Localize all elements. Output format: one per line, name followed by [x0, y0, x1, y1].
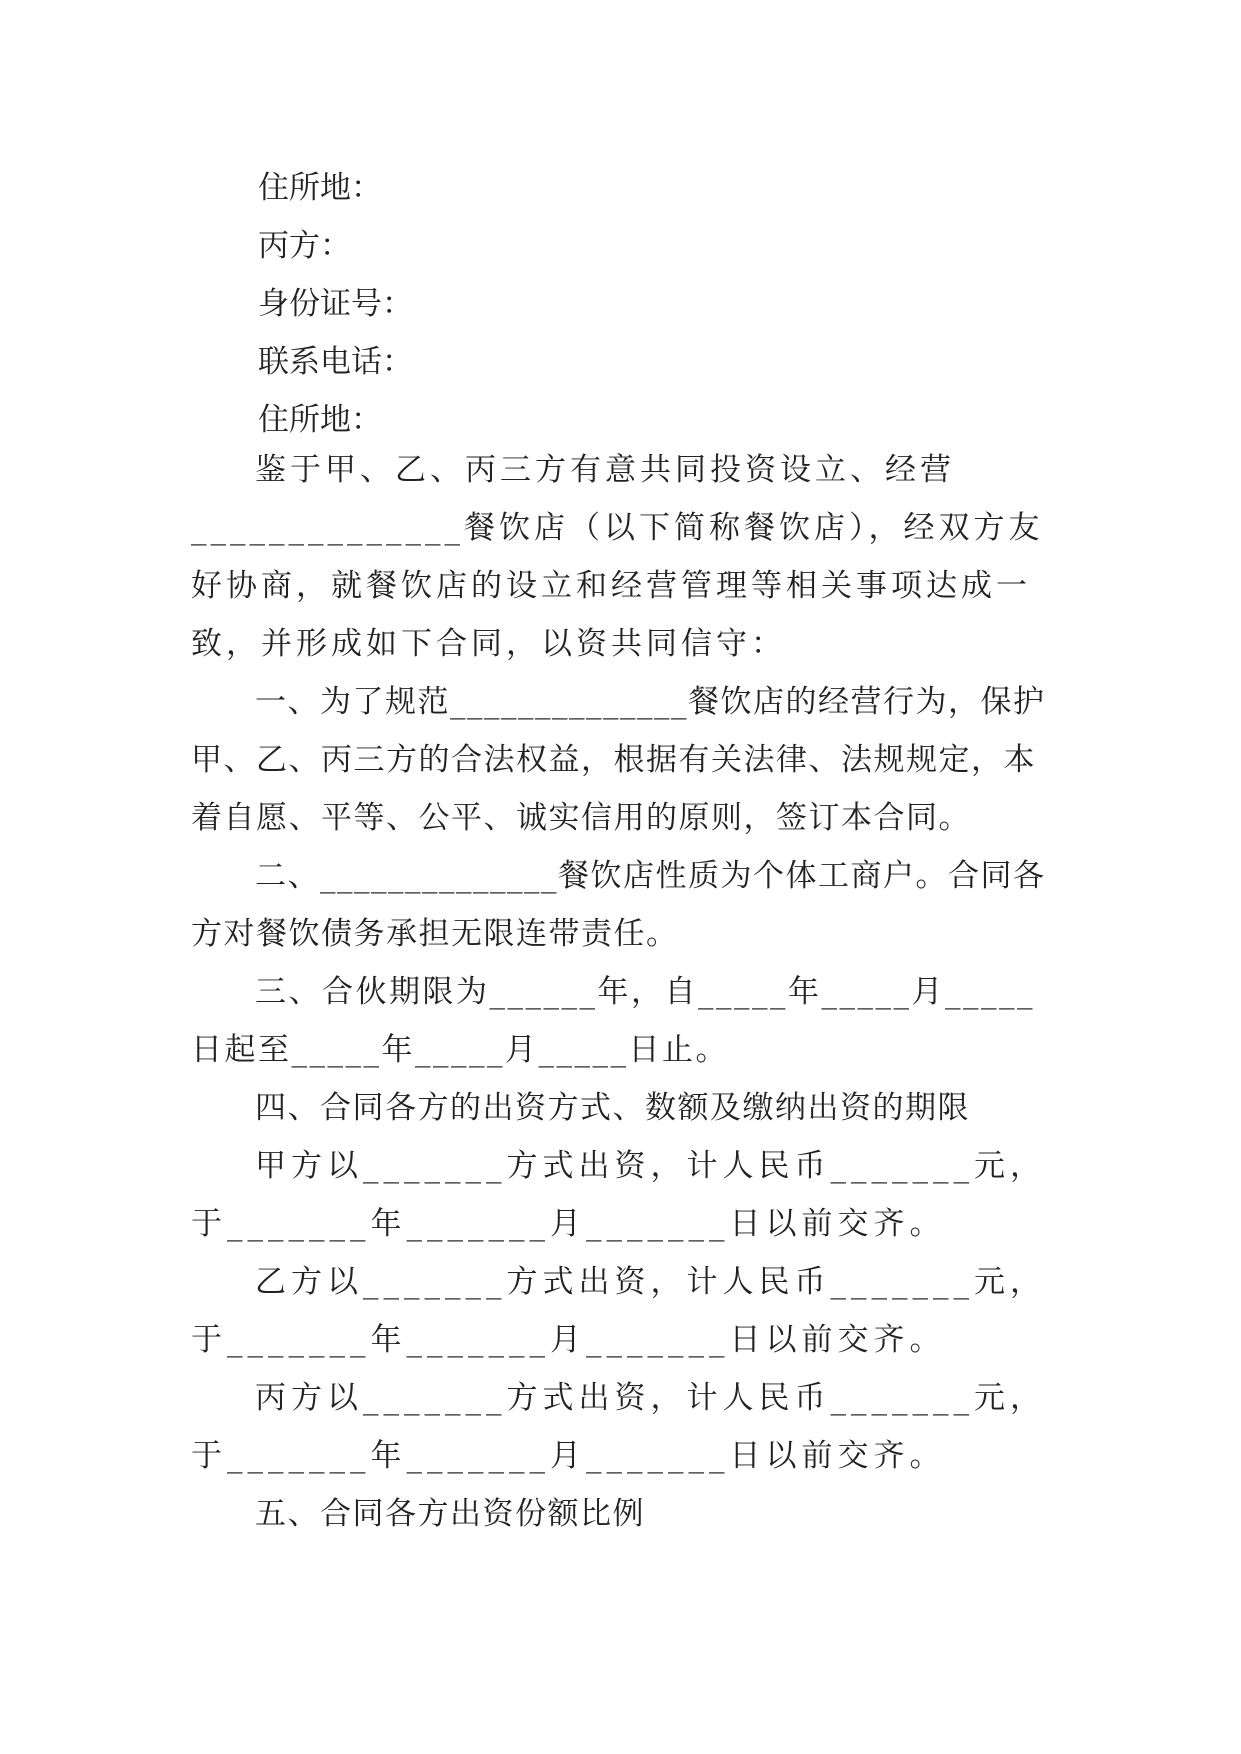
field-phone: 联系电话： [258, 344, 413, 380]
paragraph-preamble: 鉴于甲、乙、丙三方有意共同投资设立、经营______________餐饮店（以下简称餐饮店），经双方友好协商，就餐饮店的设立和经营管理等相关事项达成一致，并形成如下合同，以资共同信守： [191, 452, 1044, 662]
field-address-2: 住所地： [258, 170, 382, 206]
field-id-number: 身份证号： [258, 286, 413, 322]
field-party-c: 丙方： [258, 228, 351, 264]
paragraph-clause-2: 二、______________餐饮店性质为个体工商户。合同各方对餐饮债务承担无限连带责任。 [191, 858, 1046, 952]
paragraph-party-c-contribution: 丙方以_______方式出资，计人民币_______元，于_______年_______月_______日以前交齐。 [191, 1380, 1046, 1474]
paragraph-party-b-contribution: 乙方以_______方式出资，计人民币_______元，于_______年_______月_______日以前交齐。 [191, 1264, 1046, 1358]
paragraph-party-a-contribution: 甲方以_______方式出资，计人民币_______元，于_______年_______月_______日以前交齐。 [191, 1148, 1046, 1242]
paragraph-clause-1: 一、为了规范______________餐饮店的经营行为，保护甲、乙、丙三方的合法权益，根据有关法律、法规规定，本着自愿、平等、公平、诚实信用的原则，签订本合同。 [191, 684, 1046, 836]
paragraph-clause-5-heading: 五、合同各方出资份额比例 [255, 1496, 645, 1532]
field-address-3: 住所地： [258, 402, 382, 438]
paragraph-clause-4-heading: 四、合同各方的出资方式、数额及缴纳出资的期限 [255, 1090, 970, 1126]
paragraph-clause-3: 三、合伙期限为______年，自_____年_____月_____日起至_____年_____月_____日止。 [191, 974, 1035, 1068]
